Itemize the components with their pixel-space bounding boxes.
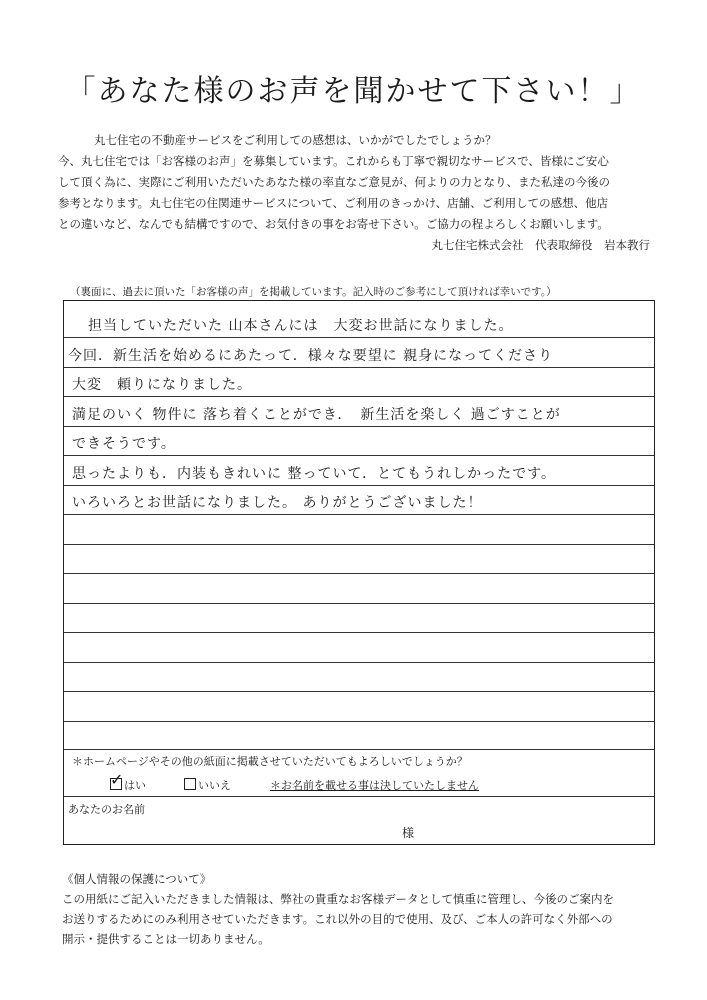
privacy-line: 開示・提供することは一切ありません。 <box>62 932 270 946</box>
ruled-line <box>64 396 654 397</box>
form-separator <box>64 796 654 797</box>
page-title: 「あなた様のお声を聞かせて下さい！」 <box>65 74 642 109</box>
option-yes[interactable] <box>110 770 146 793</box>
name-privacy-note: ＊お名前を載せる事は決していたしません <box>270 779 479 792</box>
ruled-line <box>64 632 654 633</box>
handwritten-comment-line: 思ったよりも．内装もきれいに 整っていて．とてもうれしかったです。 <box>72 466 557 482</box>
ruled-line <box>64 485 654 486</box>
ruled-line <box>64 337 654 338</box>
checkmark-icon: ✓ <box>110 770 124 789</box>
ruled-line <box>64 544 654 545</box>
ruled-line <box>64 662 654 663</box>
ruled-line <box>64 603 654 604</box>
ruled-line <box>64 721 654 722</box>
publish-permission-question: ＊ホームページやその他の紙面に掲載させていただいてもよろしいでしょうか？ <box>72 755 468 768</box>
privacy-heading: 《個人情報の保護について》 <box>62 872 212 886</box>
no-checkbox[interactable] <box>184 778 196 790</box>
handwritten-comment-line: 満足のいく 物件に 落ち着くことができ． 新生活を楽しく 過ごすことが <box>72 407 561 423</box>
comment-form-box <box>63 300 655 845</box>
ruled-line <box>64 573 654 574</box>
intro-line: して頂く為に、実際にご利用いただいたあなた様の率直なご意見が、何よりの力となり、また私達の今後の <box>58 175 610 189</box>
option-no-label: いいえ <box>198 779 231 792</box>
ruled-line <box>64 749 654 750</box>
yes-checkbox[interactable] <box>110 770 124 790</box>
handwritten-comment-line: 担当していただいた 山本さんには 大変お世話になりました。 <box>88 318 514 334</box>
ruled-line <box>64 426 654 427</box>
reference-notice: （裏面に、過去に頂いた「お客様の声」を掲載しています。記入時のご参考にして頂ければ幸いです。） <box>70 286 557 298</box>
handwritten-comment-line: 大変 頼りになりました。 <box>72 377 252 393</box>
intro-text <box>58 130 658 256</box>
intro-line: 今、丸七住宅では「お客様のお声」を募集しています。これからも丁寧で親切なサービスで、皆様にご安心 <box>58 154 609 168</box>
ruled-line <box>64 514 654 515</box>
handwritten-comment-line: いろいろとお世話になりました。 ありがとうございました！ <box>72 495 483 511</box>
handwritten-comment-line: できそうです。 <box>72 436 176 452</box>
ruled-line <box>64 367 654 368</box>
honorific-sama: 様 <box>402 826 415 840</box>
name-label: あなたのお名前 <box>68 803 145 816</box>
handwritten-comment-line: 今回．新生活を始めるにあたって．様々な要望に 親身になってくださり <box>68 348 554 364</box>
privacy-line: この用紙にご記入いただきました情報は、弊社の貴重なお客様データとして慎重に管理し、今後のご案内を <box>62 892 614 906</box>
option-yes-label: はい <box>124 779 146 792</box>
company-signature: 丸七住宅株式会社 代表取締役 岩本教行 <box>431 238 650 252</box>
intro-line: 丸七住宅の不動産サービスをご利用しての感想は、いかがでしたでしょうか？ <box>94 133 497 147</box>
ruled-line <box>64 455 654 456</box>
option-no[interactable] <box>184 777 231 793</box>
privacy-section <box>62 869 682 949</box>
intro-line: との違いなど、なんでも結構ですので、お気付きの事をお寄せ下さい。ご協力の程よろしくお願いします。 <box>58 217 609 231</box>
intro-line: 参考となります。丸七住宅の住関連サービスについて、ご利用のきっかけ、店舗、ご利用しての感想、他店 <box>58 196 609 210</box>
ruled-line <box>64 691 654 692</box>
privacy-line: お送りするためにのみ利用させていただきます。これ以外の目的で使用、及び、ご本人の許可なく外部への <box>62 912 613 926</box>
